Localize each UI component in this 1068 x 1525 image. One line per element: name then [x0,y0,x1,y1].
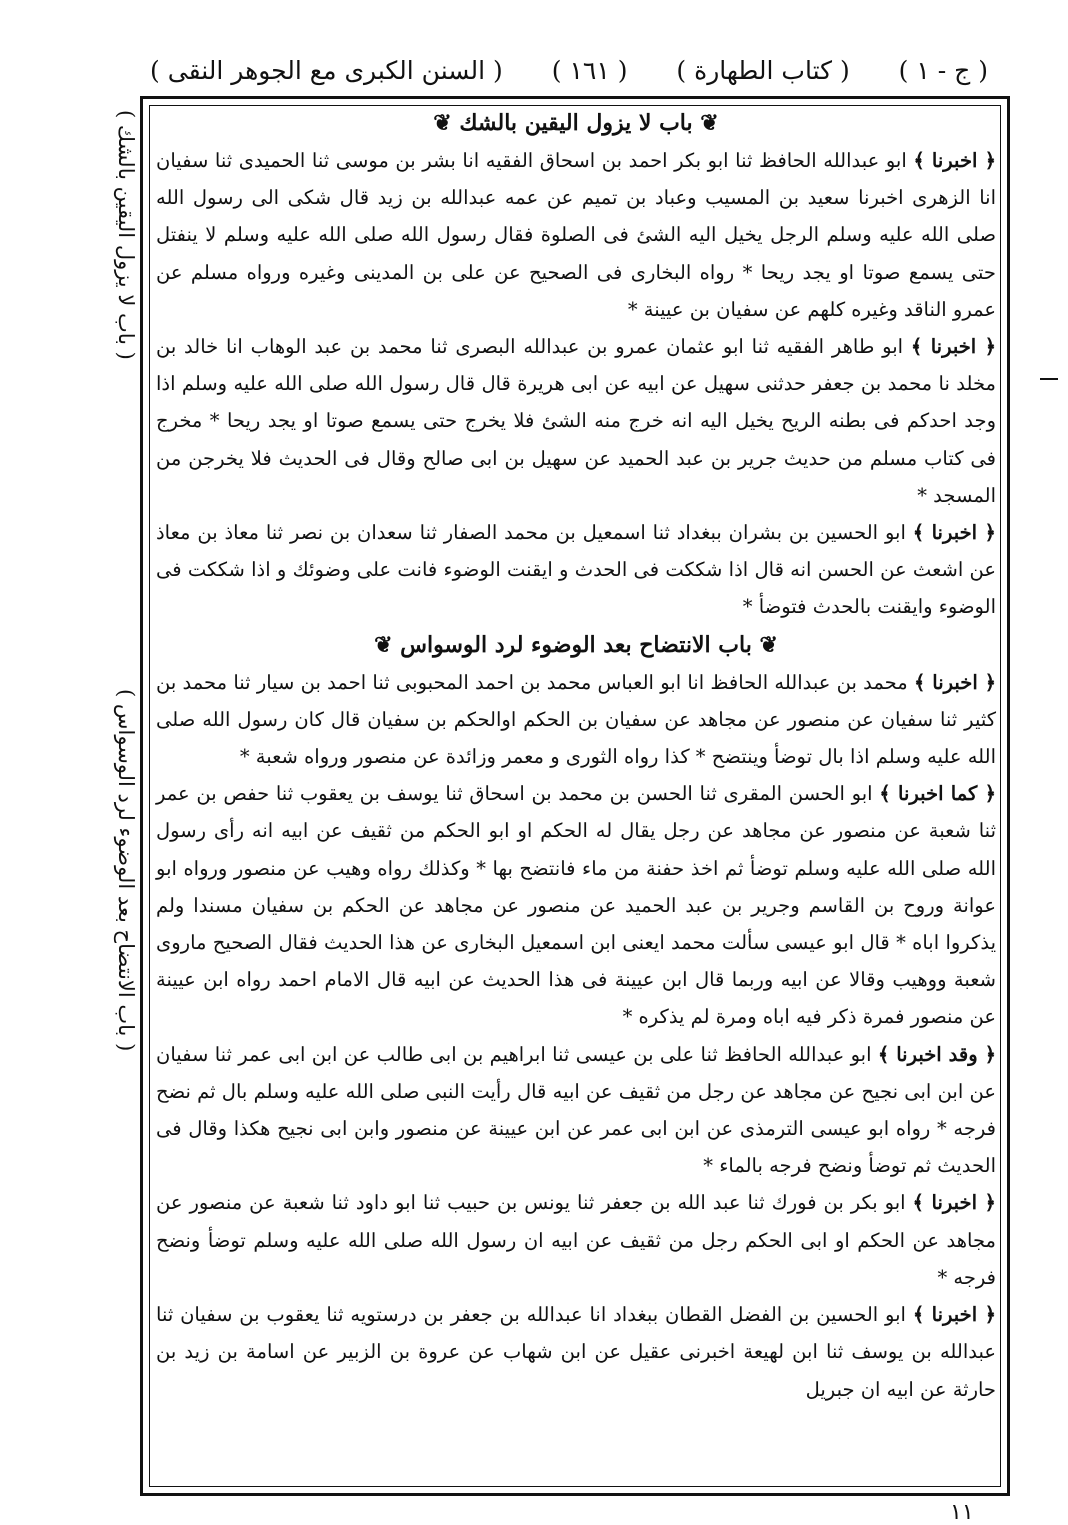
chapter-title [150,626,1002,664]
header-page-number: ( ١٦١ ) [551,55,628,85]
ornament-right-icon: ❦ [751,631,778,658]
paragraph-lead: ﴿ اخبرنا ﴾ [910,335,996,359]
paragraph-text: محمد بن عبدالله الحافظ انا ابو العباس محمد بن احمد المحبوبى ثنا احمد بن سيار ثنا محمد بن كثير ثنا سفيان عن منصور عن مجاهد عن سفيان بن الحكم اوالحكم بن سفيان قال كان رسول الله صلى الله عليه وسلم اذا بال توضأ وينتضح * كذا رواه الثورى و معمر وزائدة عن منصور ورواه شعبة * [156,670,996,769]
margin-note-chapter-1: ( باب لا يزول اليقين بالشك ) [114,110,138,360]
paragraph-text: ابو الحسين بن بشران ببغداد ثنا اسمعيل بن محمد الصفار ثنا سعدان بن نصر ثنا معاذ بن معاذ عن اشعث عن الحسن انه قال اذا شككت فى الحدث و ايقنت الوضوء فانت على وضوئك و اذا شككت فى الوضوء وايقنت بالحدث فتوضأ * [156,521,996,619]
paragraph-text: ابو طاهر الفقيه ثنا ابو عثمان عمرو بن عبدالله البصرى ثنا محمد بن عبد الوهاب انا خالد بن مخلد نا محمد بن جعفر حدثنى سهيل عن ابيه عن ابى هريرة قال قال رسول الله صلى الله عليه وسلم اذا وجد احدكم فى بطنه الريح يخيل اليه انه خرج منه الشئ فلا يخرج حتى يسمع صوتا او يجد ريحا * مخرج فى كتاب مسلم من حديث جرير بن عبد الحميد عن سهيل بن ابى صالح وقال فى الحديث فلا يخرجن من المسجد * [156,335,996,507]
page-number: ١١ [950,1500,974,1525]
chapter-title-text: باب الانتضاح بعد الوضوء لرد الوسواس [400,631,752,658]
paragraph [150,775,1002,1035]
page-header [150,48,988,92]
paragraph-text: ابو بكر بن فورك ثنا عبد الله بن جعفر ثنا يونس بن حبيب ثنا ابو داود ثنا شعبة عن منصور عن مجاهد عن الحكم او ابى الحكم رجل من ثقيف عن ابيه ان رسول الله صلى الله عليه وسلم توضأ ونضح فرجه * [156,1191,996,1289]
paragraph-text: ابو عبدالله الحافظ ثنا على بن عيسى ثنا ابراهيم بن ابى طالب عن ابن ابى عمر ثنا سفيان عن ابن ابى نجيح عن مجاهد عن رجل من ثقيف عن ابيه قال رأيت النبى صلى الله عليه وسلم بال ثم نضح فرجه * رواه ابو عيسى الترمذى عن ابن ابى عمر عن ابن عيينة عن منصور وابن ابى نجيح هكذا وقال فى الحديث ثم توضأ ونضح فرجه بالماء * [156,1042,996,1178]
paragraph [150,664,1002,776]
paragraph [150,1036,1002,1185]
paragraph-text: ابو الحسين بن الفضل القطان ببغداد انا عبدالله بن جعفر بن درستويه ثنا يعقوب بن سفيان ثنا عبدالله بن يوسف ثنا ابن لهيعة اخبرنى عقيل عن ابن شهاب عن عروة بن الزبير عن اسامة بن زيد بن حارثة عن ابيه ان جبريل [156,1303,996,1401]
paragraph [150,328,1002,514]
paragraph-lead: ﴿ اخبرنا ﴾ [912,1303,996,1327]
ornament-left-icon: ❦ [433,110,460,136]
paragraph [150,1184,1002,1296]
page-content [150,104,1002,1490]
paragraph-lead: ﴿ وقد اخبرنا ﴾ [877,1042,997,1066]
paragraph-lead: ﴿ اخبرنا ﴾ [913,670,997,694]
ornament-right-icon: ❦ [692,110,719,136]
header-title: ( السنن الكبرى مع الجوهر النقى ) [150,55,503,85]
paragraph [150,142,1002,328]
paragraph-lead: ﴿ كما اخبرنا ﴾ [879,782,997,806]
paragraph-lead: ﴿ اخبرنا ﴾ [913,149,996,172]
paragraph-text: ابو عبدالله الحافظ ثنا ابو بكر احمد بن اسحاق الفقيه انا بشر بن موسى ثنا الحميدى ثنا سفيان انا الزهرى اخبرنا سعيد بن المسيب وعباد بن تميم عن عمه عبدالله بن زيد قال شكى الى رسول الله صلى الله عليه وسلم الرجل يخيل اليه الشئ فى الصلوة فقال رسول الله صلى الله عليه وسلم لا ينفتل حتى يسمع صوتا او يجد ريحا * رواه البخارى فى الصحيح عن على بن المدينى وغيره ورواه مسلم عن عمرو الناقد وغيره كلهم عن سفيان بن عيينة * [156,149,996,321]
paragraph [150,514,1002,626]
header-volume: ( ج - ١ ) [898,55,988,85]
paragraph-lead: ﴿ اخبرنا ﴾ [912,1191,996,1215]
chapter-title [150,104,1002,142]
paragraph-text: ابو الحسن المقرى ثنا الحسن بن محمد بن اسحاق ثنا يوسف بن يعقوب ثنا حفص بن عمر ثنا شعبة عن منصور عن مجاهد عن رجل يقال له الحكم او ابو الحكم من ثقيف عن ابيه انه رأى رسول الله صلى الله عليه وسلم توضأ ثم اخذ حفنة من ماء فانتضح بها * وكذلك رواه وهيب عن منصور ورواه ابو عوانة وروح بن القاسم وجرير بن عبد الحميد عن منصور عن مجاهد عن الحكم بن سفيان مسندا ولم يذكروا اباه * قال ابو عيسى سألت محمد ايعنى ابن اسمعيل البخارى عن هذا الحديث فقال الصحيح ماروى شعبة ووهيب وقالا عن ابيه وربما قال ابن عيينة فى هذا الحديث عن ابيه قال الامام احمد رواه ابن عيينة عن منصور فمرة ذكر فيه اباه ومرة لم يذكره * [156,782,996,1029]
chapter-title-text: باب لا يزول اليقين بالشك [459,110,693,136]
margin-tick-mark [1040,378,1058,380]
margin-note-chapter-2: ( باب الانتضاح بعد الوضوء لرد الوسواس ) [114,688,138,1052]
paragraph [150,1296,1002,1408]
ornament-left-icon: ❦ [374,631,401,658]
header-book: ( كتاب الطهارة ) [676,55,850,85]
paragraph-lead: ﴿ اخبرنا ﴾ [912,521,996,545]
